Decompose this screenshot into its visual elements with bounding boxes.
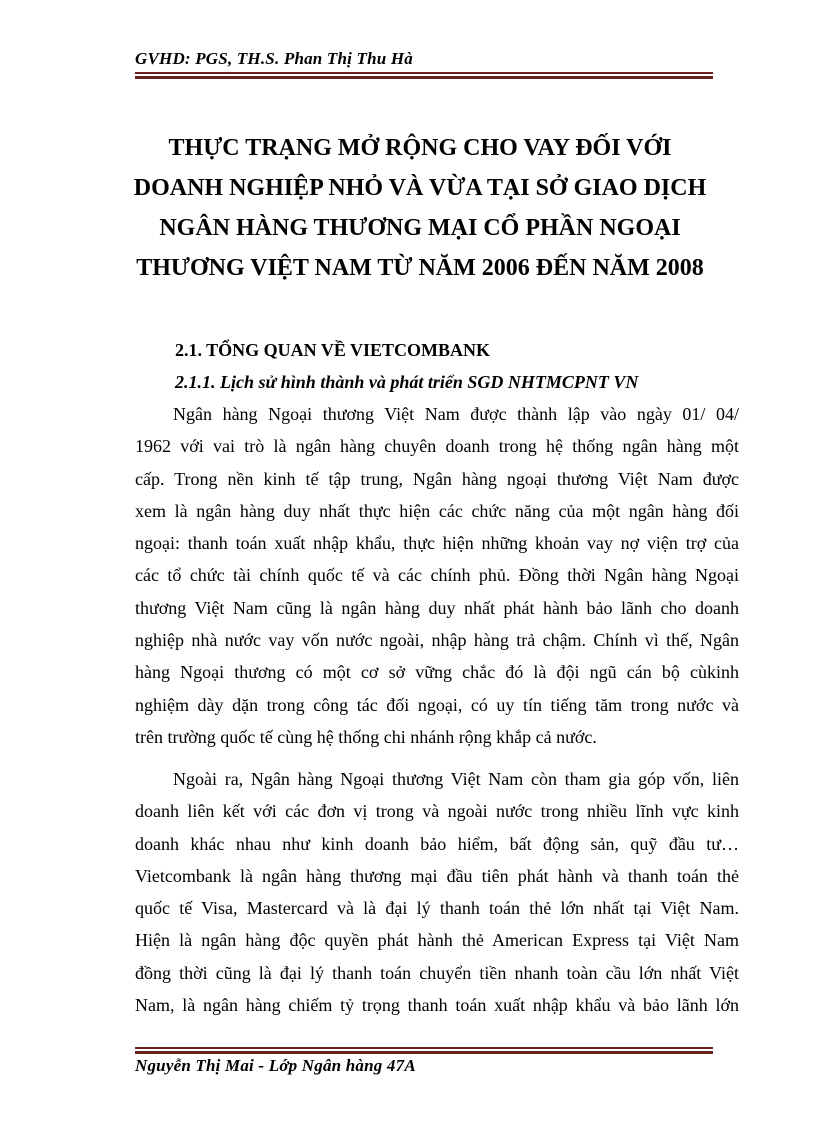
- footer-divider: [135, 1047, 713, 1054]
- subsection-heading: 2.1.1. Lịch sử hình thành và phát triển SGD NHTMCPNT VN: [175, 372, 639, 392]
- page-footer-author: Nguyễn Thị Mai - Lớp Ngân hàng 47A: [135, 1056, 416, 1075]
- paragraph-line: nghiệp nhà nước vay vốn nước ngoài, nhập hàng trả chậm. Chính vì thế, Ngân: [135, 630, 739, 651]
- paragraph-line: ngoại: thanh toán xuất nhập khẩu, thực hiện những khoản vay nợ viện trợ của: [135, 533, 739, 554]
- page-header-supervisor: GVHD: PGS, TH.S. Phan Thị Thu Hà: [135, 49, 413, 68]
- paragraph-line: 1962 với vai trò là ngân hàng chuyên doanh trong hệ thống ngân hàng một: [135, 436, 739, 457]
- paragraph-line: Ngân hàng Ngoại thương Việt Nam được thành lập vào ngày 01/ 04/: [173, 404, 739, 424]
- chapter-title-line: THƯƠNG VIỆT NAM TỪ NĂM 2006 ĐẾN NĂM 2008: [136, 255, 704, 281]
- paragraph-line: doanh khác nhau như kinh doanh bảo hiểm, bất động sản, quỹ đầu tư…: [135, 833, 739, 854]
- paragraph-line: nghiệm dày dặn trong công tác đối ngoại, có uy tín tiếng tăm trong nước và: [135, 694, 739, 715]
- paragraph-line: cấp. Trong nền kinh tế tập trung, Ngân hàng ngoại thương Việt Nam được: [135, 468, 739, 489]
- chapter-title-line: NGÂN HÀNG THƯƠNG MẠI CỔ PHẦN NGOẠI: [159, 215, 681, 241]
- paragraph-line: hàng Ngoại thương có một cơ sở vững chắc đó là đội ngũ cán bộ cùkinh: [135, 662, 739, 683]
- header-divider: [135, 72, 713, 79]
- paragraph-line: doanh liên kết với các đơn vị trong và ngoài nước trong nhiều lĩnh vực kinh: [135, 801, 739, 822]
- chapter-title: [120, 128, 720, 288]
- paragraph-line: các tổ chức tài chính quốc tế và các chính phủ. Đồng thời Ngân hàng Ngoại: [135, 565, 739, 586]
- paragraph-line: Nam, là ngân hàng chiếm tỷ trọng thanh toán xuất nhập khẩu và bảo lãnh lớn: [135, 995, 739, 1016]
- paragraph-line: Hiện là ngân hàng độc quyền phát hành thẻ American Express tại Việt Nam: [135, 930, 739, 951]
- chapter-title-line: THỰC TRẠNG MỞ RỘNG CHO VAY ĐỐI VỚI: [168, 135, 672, 161]
- section-heading: 2.1. TỔNG QUAN VỀ VIETCOMBANK: [175, 340, 491, 360]
- paragraph-activities: [135, 763, 739, 1021]
- paragraph-history: [135, 398, 739, 753]
- chapter-title-line: DOANH NGHIỆP NHỎ VÀ VỪA TẠI SỞ GIAO DỊCH: [133, 175, 707, 201]
- paragraph-line: đồng thời cũng là đại lý thanh toán chuyển tiền nhanh toàn cầu lớn nhất Việt: [135, 962, 739, 983]
- paragraph-line: quốc tế Visa, Mastercard và là đại lý thanh toán thẻ lớn nhất tại Việt Nam.: [135, 898, 739, 919]
- paragraph-line: Ngoài ra, Ngân hàng Ngoại thương Việt Nam còn tham gia góp vốn, liên: [173, 769, 739, 789]
- paragraph-line: Vietcombank là ngân hàng thương mại đầu tiên phát hành và thanh toán thẻ: [135, 865, 739, 886]
- paragraph-line: thương Việt Nam cũng là ngân hàng duy nhất phát hành bảo lãnh cho doanh: [135, 597, 739, 618]
- paragraph-line: xem là ngân hàng duy nhất thực hiện các chức năng của một ngân hàng đối: [135, 500, 739, 521]
- paragraph-line: trên trường quốc tế cùng hệ thống chi nhánh rộng khắp cả nước.: [135, 726, 597, 747]
